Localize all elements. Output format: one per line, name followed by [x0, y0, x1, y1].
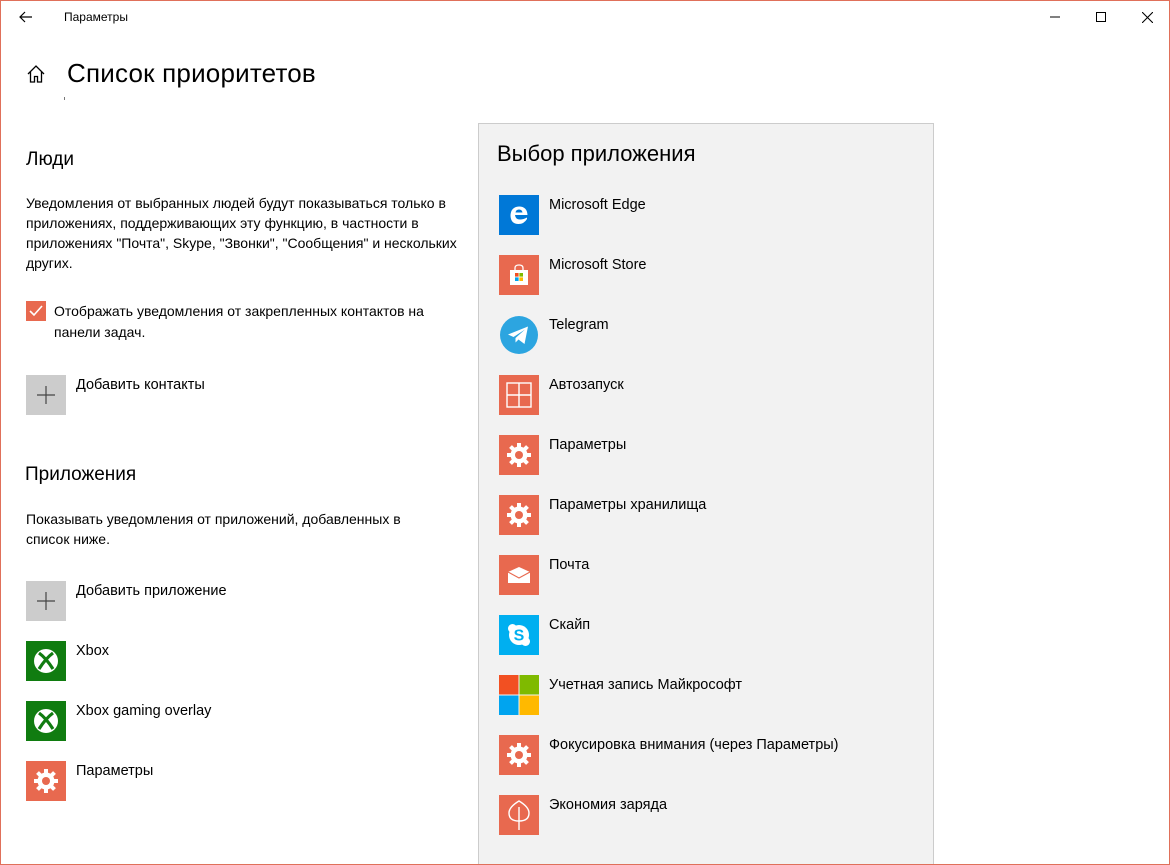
people-description: Уведомления от выбранных людей будут показываться только в приложениях, поддерживающих эту функцию, в частности в приложениях "Почта", Skype, "Звонки", "Сообщения" и нескольких других. — [26, 195, 457, 271]
app-label-xbox-overlay[interactable]: Xbox gaming overlay — [76, 703, 212, 719]
pinned-contacts-label[interactable]: Отображать уведомления от закрепленных контактов на панели задач. — [54, 303, 424, 340]
picker-label-settings: Параметры — [549, 437, 627, 453]
picker-item-autoplay[interactable] — [499, 375, 919, 415]
settings-tile — [499, 435, 539, 475]
apps-description: Показывать уведомления от приложений, добавленных в список ниже. — [26, 511, 401, 547]
gear-icon — [33, 768, 59, 794]
add-app-label[interactable]: Добавить приложение — [76, 583, 227, 599]
telegram-tile — [499, 315, 539, 355]
app-label-settings[interactable]: Параметры — [76, 763, 154, 779]
picker-title: Выбор приложения — [497, 141, 696, 166]
title-bar — [1, 1, 1169, 33]
picker-item-battery-saver[interactable] — [499, 795, 919, 835]
autoplay-tile — [499, 375, 539, 415]
checkmark-icon — [29, 305, 43, 317]
back-arrow-icon — [19, 11, 33, 23]
window-title: Параметры — [64, 10, 128, 24]
picker-item-skype[interactable] — [499, 615, 919, 655]
home-button[interactable] — [25, 63, 47, 85]
picker-item-store[interactable] — [499, 255, 919, 295]
back-button[interactable] — [11, 5, 41, 29]
people-heading: Люди — [26, 149, 75, 170]
maximize-button[interactable] — [1078, 1, 1124, 33]
picker-item-edge[interactable] — [499, 195, 919, 235]
picker-label-battery-saver: Экономия заряда — [549, 797, 668, 813]
picker-item-telegram[interactable] — [499, 315, 919, 355]
battery-saver-tile — [499, 795, 539, 835]
store-tile — [499, 255, 539, 295]
page-title: Список приоритетов — [67, 58, 316, 88]
picker-label-skype: Скайп — [549, 617, 591, 633]
storage-settings-tile — [499, 495, 539, 535]
focus-assist-tile — [499, 735, 539, 775]
pinned-contacts-checkbox[interactable] — [26, 301, 46, 321]
home-icon — [25, 63, 47, 85]
telegram-icon — [499, 315, 539, 355]
picker-item-focus-assist[interactable] — [499, 735, 919, 775]
gear-icon — [506, 742, 532, 768]
picker-label-mail: Почта — [549, 557, 590, 573]
picker-item-settings[interactable] — [499, 435, 919, 475]
maximize-icon — [1096, 12, 1106, 22]
store-icon — [507, 263, 531, 287]
plus-icon — [37, 592, 55, 610]
picker-item-microsoft-account[interactable] — [499, 675, 919, 715]
picker-label-microsoft-account: Учетная запись Майкрософт — [549, 677, 743, 693]
app-picker-panel — [478, 123, 934, 865]
close-icon — [1142, 12, 1153, 23]
add-contacts-label[interactable]: Добавить контакты — [76, 377, 205, 393]
battery-saver-icon — [506, 799, 532, 831]
add-contacts-button[interactable] — [26, 375, 66, 415]
add-app-button[interactable] — [26, 581, 66, 621]
picker-item-storage-settings[interactable] — [499, 495, 919, 535]
autoplay-icon — [505, 381, 533, 409]
app-label-xbox[interactable]: Xbox — [76, 643, 110, 659]
app-tile-settings[interactable] — [26, 761, 66, 801]
minimize-icon — [1050, 12, 1060, 22]
picker-label-focus-assist: Фокусировка внимания (через Параметры) — [549, 737, 839, 753]
divider — [64, 97, 65, 100]
picker-label-edge: Microsoft Edge — [549, 197, 646, 213]
close-button[interactable] — [1124, 1, 1170, 33]
skype-tile — [499, 615, 539, 655]
xbox-icon — [33, 708, 59, 734]
apps-heading: Приложения — [25, 464, 137, 485]
xbox-icon — [33, 648, 59, 674]
mail-tile — [499, 555, 539, 595]
microsoft-logo-icon — [499, 675, 539, 715]
mail-icon — [507, 566, 531, 584]
gear-icon — [506, 442, 532, 468]
microsoft-account-tile — [499, 675, 539, 715]
svg-text:S: S — [513, 627, 525, 645]
minimize-button[interactable] — [1032, 1, 1078, 33]
plus-icon — [37, 386, 55, 404]
picker-item-mail[interactable] — [499, 555, 919, 595]
gear-icon — [506, 502, 532, 528]
picker-label-store: Microsoft Store — [549, 257, 647, 273]
picker-label-autoplay: Автозапуск — [549, 377, 624, 393]
app-tile-xbox[interactable] — [26, 641, 66, 681]
picker-label-storage-settings: Параметры хранилища — [549, 497, 707, 513]
edge-tile — [499, 195, 539, 235]
edge-icon — [506, 202, 532, 228]
app-tile-xbox-overlay[interactable] — [26, 701, 66, 741]
picker-label-telegram: Telegram — [549, 317, 609, 333]
skype-icon — [505, 621, 533, 649]
